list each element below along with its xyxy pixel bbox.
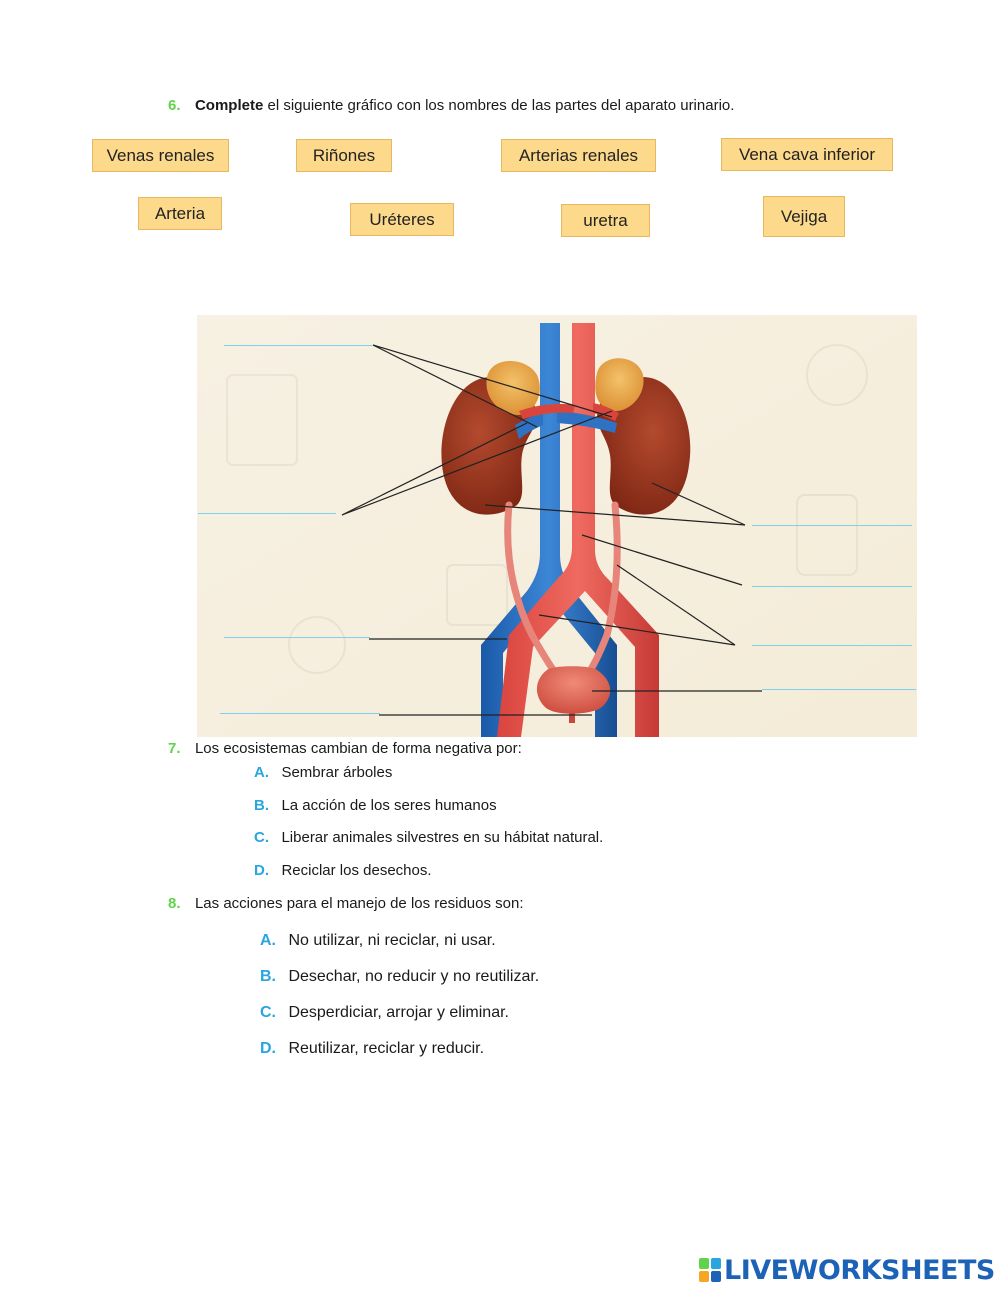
q7-option-d[interactable]: [254, 862, 432, 880]
answer-blank-8[interactable]: [220, 713, 380, 714]
label-uretra[interactable]: uretra: [561, 204, 650, 237]
option-letter: B.: [260, 968, 276, 985]
answer-blank-6[interactable]: [752, 645, 912, 646]
answer-blank-3[interactable]: [752, 525, 912, 526]
logo-text: LIVEWORKSHEETS: [724, 1254, 995, 1286]
q7-option-b[interactable]: [254, 797, 497, 815]
option-letter: D.: [254, 862, 269, 879]
option-letter: D.: [260, 1040, 276, 1057]
q8-option-d[interactable]: [260, 1040, 484, 1058]
question-7: [168, 740, 522, 758]
question-number: 6.: [168, 97, 181, 114]
logo-mark-icon: [698, 1257, 722, 1283]
question-text: Las acciones para el manejo de los residuos son:: [194, 895, 524, 912]
label-arteria[interactable]: Arteria: [138, 197, 222, 230]
label-vena-cava-inferior[interactable]: Vena cava inferior: [721, 138, 893, 171]
option-text: Sembrar árboles: [281, 764, 393, 781]
question-number: 8.: [168, 895, 181, 912]
option-text: No utilizar, ni reciclar, ni usar.: [288, 932, 496, 949]
q8-option-b[interactable]: [260, 968, 539, 986]
q8-option-a[interactable]: [260, 932, 496, 950]
label-rinones[interactable]: Riñones: [296, 139, 392, 172]
q7-option-c[interactable]: [254, 829, 603, 847]
option-letter: C.: [254, 829, 269, 846]
q8-option-c[interactable]: [260, 1004, 509, 1022]
question-6: [168, 97, 734, 115]
question-text: [195, 97, 734, 114]
question-bold: Complete: [194, 97, 264, 114]
answer-blank-1[interactable]: [224, 345, 372, 346]
liveworksheets-logo: [698, 1254, 995, 1286]
question-number: 7.: [168, 740, 181, 757]
option-letter: A.: [254, 764, 269, 781]
urinary-system-diagram: [197, 315, 917, 737]
option-text: Reutilizar, reciclar y reducir.: [288, 1040, 485, 1057]
answer-blank-4[interactable]: [752, 586, 912, 587]
label-ureteres[interactable]: Uréteres: [350, 203, 454, 236]
label-arterias-renales[interactable]: Arterias renales: [501, 139, 656, 172]
option-letter: B.: [254, 797, 269, 814]
answer-blank-5[interactable]: [224, 637, 370, 638]
option-text: Desperdiciar, arrojar y eliminar.: [288, 1004, 509, 1021]
option-text: La acción de los seres humanos: [281, 797, 497, 814]
option-text: Reciclar los desechos.: [281, 862, 432, 879]
label-venas-renales[interactable]: Venas renales: [92, 139, 229, 172]
answer-blank-2[interactable]: [198, 513, 336, 514]
option-text: Desechar, no reducir y no reutilizar.: [288, 968, 540, 985]
option-letter: C.: [260, 1004, 276, 1021]
answer-blank-7[interactable]: [762, 689, 916, 690]
question-8: [168, 895, 524, 913]
label-vejiga[interactable]: Vejiga: [763, 196, 845, 237]
option-letter: A.: [260, 932, 276, 949]
bladder: [537, 666, 610, 714]
question-text: Los ecosistemas cambian de forma negativa por:: [194, 740, 522, 757]
q7-option-a[interactable]: [254, 764, 392, 782]
option-text: Liberar animales silvestres en su hábitat natural.: [281, 829, 604, 846]
question-rest: el siguiente gráfico con los nombres de las partes del aparato urinario.: [263, 97, 735, 114]
